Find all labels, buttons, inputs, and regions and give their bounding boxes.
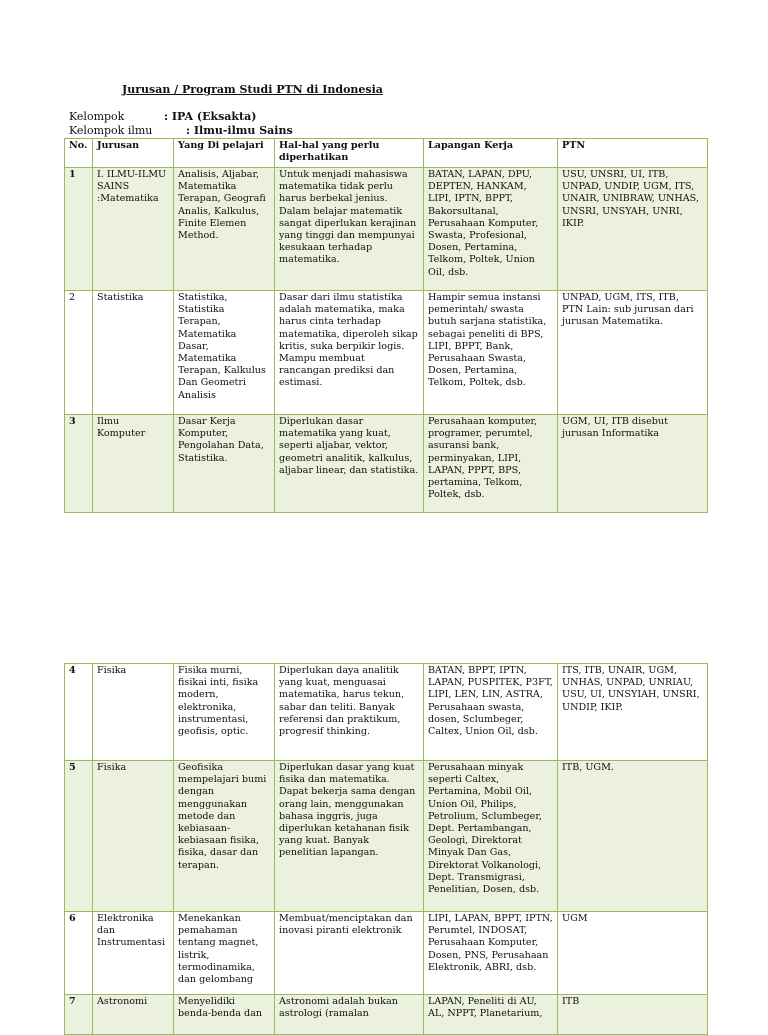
cell-no: 3 [65,415,93,513]
cell-jurusan: Fisika [93,664,174,761]
cell-lapangan: Perusahaan komputer, programer, perumtel, asuransi bank, perminyakan, LIPI, LAPAN, PPPT, BPS, pertamina, Telkom, Poltek, dsb. [424,415,558,513]
cell-ptn: UGM, UI, ITB disebut jurusan Informatika [558,415,708,513]
header-diperhatikan: Hal-hal yang perlu diperhatikan [275,139,424,168]
cell-diperhatikan: Diperlukan dasar yang kuat fisika dan matematika. Dapat bekerja sama dengan orang lain, menggunakan bahasa inggris, juga diperlukan ketahanan fisik yang kuat. Banyak penelitian lapangan. [275,761,424,912]
cell-jurusan: Fisika [93,761,174,912]
cell-jurusan: Elektronika dan Instrumentasi [93,912,174,995]
cell-diperhatikan: Dasar dari ilmu statistika adalah matematika, maka harus cinta terhadap matematika, diperoleh sikap kritis, suka berpikir logis. Mampu membuat rancangan prediksi dan estimasi. [275,291,424,415]
cell-diperhatikan: Diperlukan dasar matematika yang kuat, seperti aljabar, vektor, geometri analitik, kalkulus, aljabar linear, dan statistika. [275,415,424,513]
header-lapangan: Lapangan Kerja [424,139,558,168]
cell-no: 4 [65,664,93,761]
cell-dipelajari: Geofisika mempelajari bumi dengan menggunakan metode dan kebiasaan-kebiasaan fisika, fisika, dasar dan terapan. [174,761,275,912]
cell-dipelajari: Fisika murni, fisikai inti, fisika modern, elektronika, instrumentasi, geofisis, optic. [174,664,275,761]
cell-lapangan: Perusahaan minyak seperti Caltex, Pertamina, Mobil Oil, Union Oil, Philips, Petrolium, Sclumbeger, Dept. Pertambangan, Geologi, Direktorat Minyak Dan Gas, Direktorat Volkanologi, Dept. Transmigrasi, Penelitian, Dosen, dsb. [424,761,558,912]
table-row [65,664,708,761]
majors-table-1 [64,138,708,513]
cell-diperhatikan: Untuk menjadi mahasiswa matematika tidak perlu harus berbekal jenius. Dalam belajar matematik sangat diperlukan kerajinan yang tinggi dan mempunyai kesukaan terhadap matematika. [275,168,424,291]
cell-jurusan: Ilmu Komputer [93,415,174,513]
table-row [65,291,708,415]
cell-jurusan: Astronomi [93,995,174,1035]
majors-table-2 [64,663,708,1035]
kelompok-ilmu-value: : Ilmu-ilmu Sains [186,124,293,137]
table-row [65,168,708,291]
cell-ptn: ITS, ITB, UNAIR, UGM, UNHAS, UNPAD, UNRIAU, USU, UI, UNSYIAH, UNSRI, UNDIP, IKIP. [558,664,708,761]
cell-lapangan: BATAN, LAPAN, DPU, DEPTEN, HANKAM, LIPI, IPTN, BPPT, Bakorsultanal, Perusahaan Komputer, Swasta, Profesional, Dosen, Pertamina, Telkom, Poltek, Union Oil, dsb. [424,168,558,291]
cell-dipelajari: Menekankan pemahaman tentang magnet, listrik, termodinamika, dan gelombang [174,912,275,995]
header-dipelajari: Yang Di pelajari [174,139,275,168]
header-jurusan: Jurusan [93,139,174,168]
cell-dipelajari: Menyelidiki benda-benda dan [174,995,275,1035]
table-row [65,761,708,912]
cell-diperhatikan: Membuat/menciptakan dan inovasi piranti elektronik [275,912,424,995]
kelompok-ilmu-label: Kelompok ilmu [69,124,153,137]
table-row [65,995,708,1035]
header-no: No. [65,139,93,168]
cell-dipelajari: Dasar Kerja Komputer, Pengolahan Data, Statistika. [174,415,275,513]
kelompok-label: Kelompok [69,110,125,123]
cell-jurusan: I. ILMU-ILMU SAINS :Matematika [93,168,174,291]
table-row [65,912,708,995]
cell-jurusan: Statistika [93,291,174,415]
cell-diperhatikan: Astronomi adalah bukan astrologi (ramalan [275,995,424,1035]
cell-dipelajari: Statistika, Statistika Terapan, Matematika Dasar, Matematika Terapan, Kalkulus Dan Geometri Analisis [174,291,275,415]
kelompok-value: : IPA (Eksakta) [164,110,257,123]
cell-dipelajari: Analisis, Aljabar, Matematika Terapan, Geografi Analis, Kalkulus, Finite Elemen Method. [174,168,275,291]
cell-ptn: ITB [558,995,708,1035]
cell-ptn: UGM [558,912,708,995]
cell-lapangan: LIPI, LAPAN, BPPT, IPTN, Perumtel, INDOSAT, Perusahaan Komputer, Dosen, PNS, Perusahaan Elektronik, ABRI, dsb. [424,912,558,995]
cell-lapangan: BATAN, BPPT, IPTN, LAPAN, PUSPITEK, P3FT, LIPI, LEN, LIN, ASTRA, Perusahaan swasta, dosen, Sclumbeger, Caltex, Union Oil, dsb. [424,664,558,761]
cell-no: 5 [65,761,93,912]
cell-diperhatikan: Diperlukan daya analitik yang kuat, menguasai matematika, harus tekun, sabar dan teliti. Banyak referensi dan praktikum, progresif thinking. [275,664,424,761]
cell-no: 2 [65,291,93,415]
cell-ptn: UNPAD, UGM, ITS, ITB, PTN Lain: sub jurusan dari jurusan Matematika. [558,291,708,415]
cell-no: 7 [65,995,93,1035]
page-title: Jurusan / Program Studi PTN di Indonesia [122,83,383,96]
table-row [65,415,708,513]
cell-no: 1 [65,168,93,291]
cell-lapangan: Hampir semua instansi pemerintah/ swasta butuh sarjana statistika, sebagai peneliti di BPS, LIPI, BPPT, Bank, Perusahaan Swasta, Dosen, Pertamina, Telkom, Poltek, dsb. [424,291,558,415]
cell-ptn: ITB, UGM. [558,761,708,912]
cell-ptn: USU, UNSRI, UI, ITB, UNPAD, UNDIP, UGM, ITS, UNAIR, UNIBRAW, UNHAS, UNSRI, UNSYAH, UNRI, IKIP. [558,168,708,291]
cell-no: 6 [65,912,93,995]
header-ptn: PTN [558,139,708,168]
cell-lapangan: LAPAN, Peneliti di AU, AL, NPPT, Planetarium, [424,995,558,1035]
